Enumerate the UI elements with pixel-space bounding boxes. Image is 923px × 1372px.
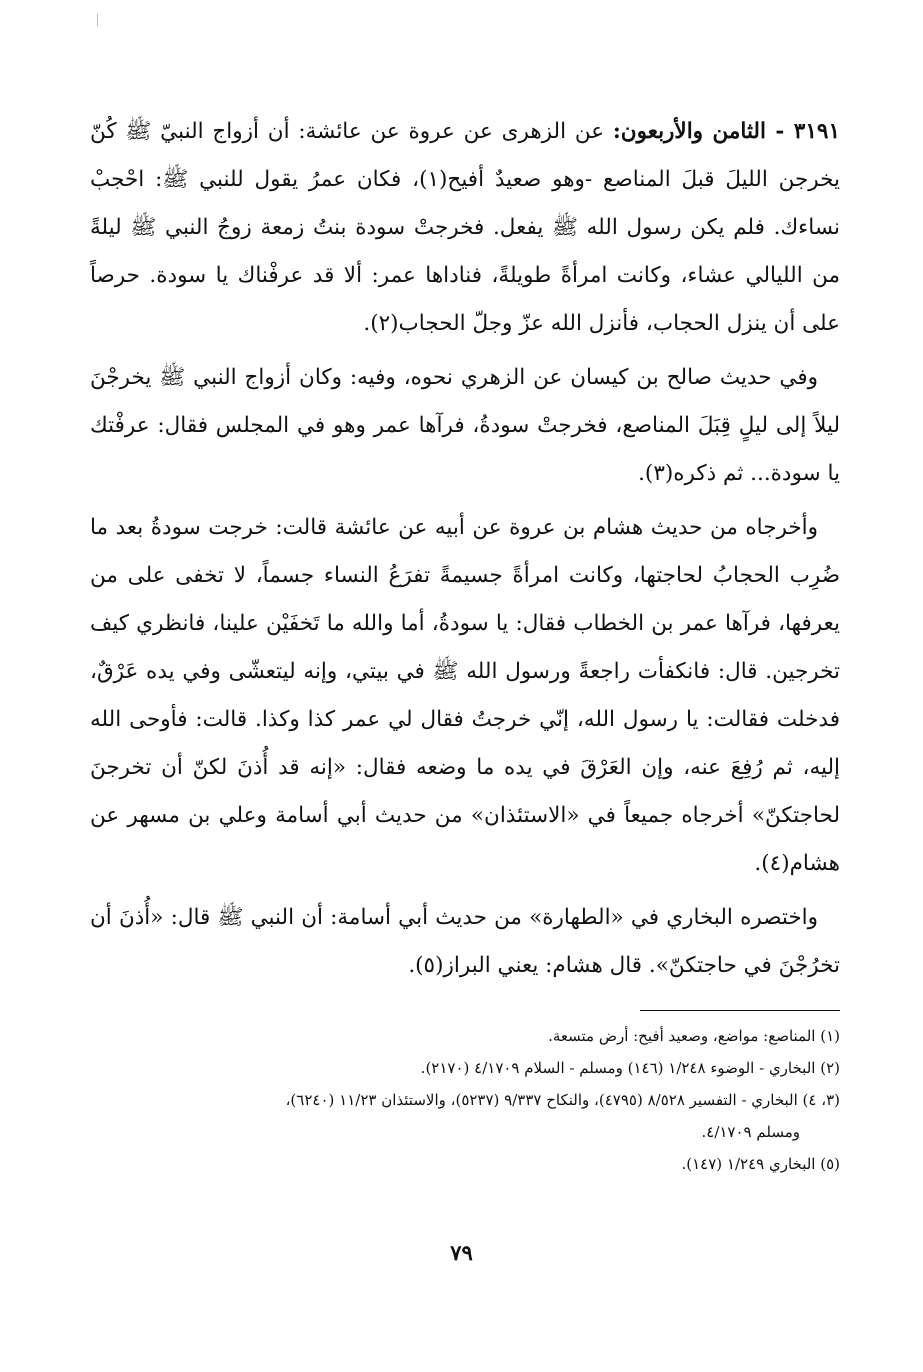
footnote-2: (٢) البخاري - الوضوء ١/٢٤٨ (١٤٦) ومسلم - السلام ٤/١٧٠٩ (٢١٧٠). [420, 1059, 840, 1077]
margin-mark [97, 14, 98, 26]
footnote-divider [640, 1010, 840, 1011]
paragraph-3 [90, 504, 840, 888]
main-text [90, 108, 840, 996]
page-number: ٧٩ [450, 1240, 473, 1265]
paragraph-text: عن الزهرى عن عروة عن عائشة: أن أزواج النبيّ ﷺ كُنّ يخرجن الليلَ قبلَ المناصع -وهو صعيدٌ أفيح(١)، فكان عمرُ يقول للنبي ﷺ: احْجبْ نساءك. فلم يكن رسول الله ﷺ يفعل. فخرجتْ سودة بنتُ زمعة زوجُ النبي ﷺ ليلةً من الليالي عشاء، وكانت امرأةً طويلةً، فناداها عمر: ألا قد عرفْناك يا سودة. حرصاً على أن ينزل الحجاب، فأنزل الله عزّ وجلّ الحجاب(٢). [90, 119, 840, 336]
paragraph-text: وفي حديث صالح بن كيسان عن الزهري نحوه، وفيه: وكان أزواج النبي ﷺ يخرجْنَ ليلاً إلى ليلٍ قِبَلَ المناصع، فخرجتْ سودةُ، فرآها عمر وهو في المجلس فقال: عرفْتك يا سودة... ثم ذكره(٣). [90, 365, 840, 486]
paragraph-4 [90, 894, 840, 990]
paragraph-text: واختصره البخاري في «الطهارة» من حديث أبي أسامة: أن النبي ﷺ قال: «أُذنَ أن تخرُجْنَ في حاجتكنّ». قال هشام: يعني البراز(٥). [90, 905, 840, 978]
footnotes [90, 1020, 840, 1180]
footnote-1: (١) المناصع: مواضع، وصعيد أفيح: أرض متسعة. [548, 1027, 840, 1045]
paragraph-2 [90, 354, 840, 498]
paragraph-1 [90, 108, 840, 348]
footnote-3-4-continued: ومسلم ٤/١٧٠٩. [701, 1123, 800, 1141]
paragraph-text: وأخرجاه من حديث هشام بن عروة عن أبيه عن عائشة قالت: خرجت سودةُ بعد ما ضُرِب الحجابُ لحاجتها، وكانت امرأةً جسيمةً تفرَعُ النساء جسماً، لا تخفى على من يعرفها، فرآها عمر بن الخطاب فقال: يا سودةُ، أما والله ما تَخفَيْن علينا، فانظري كيف تخرجين. قال: فانكفأت راجعةً ورسول الله ﷺ في بيتي، وإنه ليتعشّى وفي يده عَرْقٌ، فدخلت فقالت: يا رسول الله، إنّي خرجتُ فقال لي عمر كذا وكذا. قالت: فأوحى الله إليه، ثم رُفِعَ عنه، وإن العَرْقَ في يده ما وضعه فقال: «إنه قد أُذنَ لكنّ أن تخرجنَ لحاجتكنّ» أخرجاه جميعاً في «الاستئذان» من حديث أبي أسامة وعلي بن مسهر عن هشام(٤). [90, 515, 840, 876]
entry-heading: ٣١٩١ - الثامن والأربعون: [612, 119, 840, 144]
footnote-3-4: (٣، ٤) البخاري - التفسير ٨/٥٢٨ (٤٧٩٥)، والنكاح ٩/٣٣٧ (٥٢٣٧)، والاستئذان ١١/٢٣ (٦٢٤٠)، [285, 1091, 840, 1109]
footnote-5: (٥) البخاري ١/٢٤٩ (١٤٧). [681, 1155, 840, 1173]
